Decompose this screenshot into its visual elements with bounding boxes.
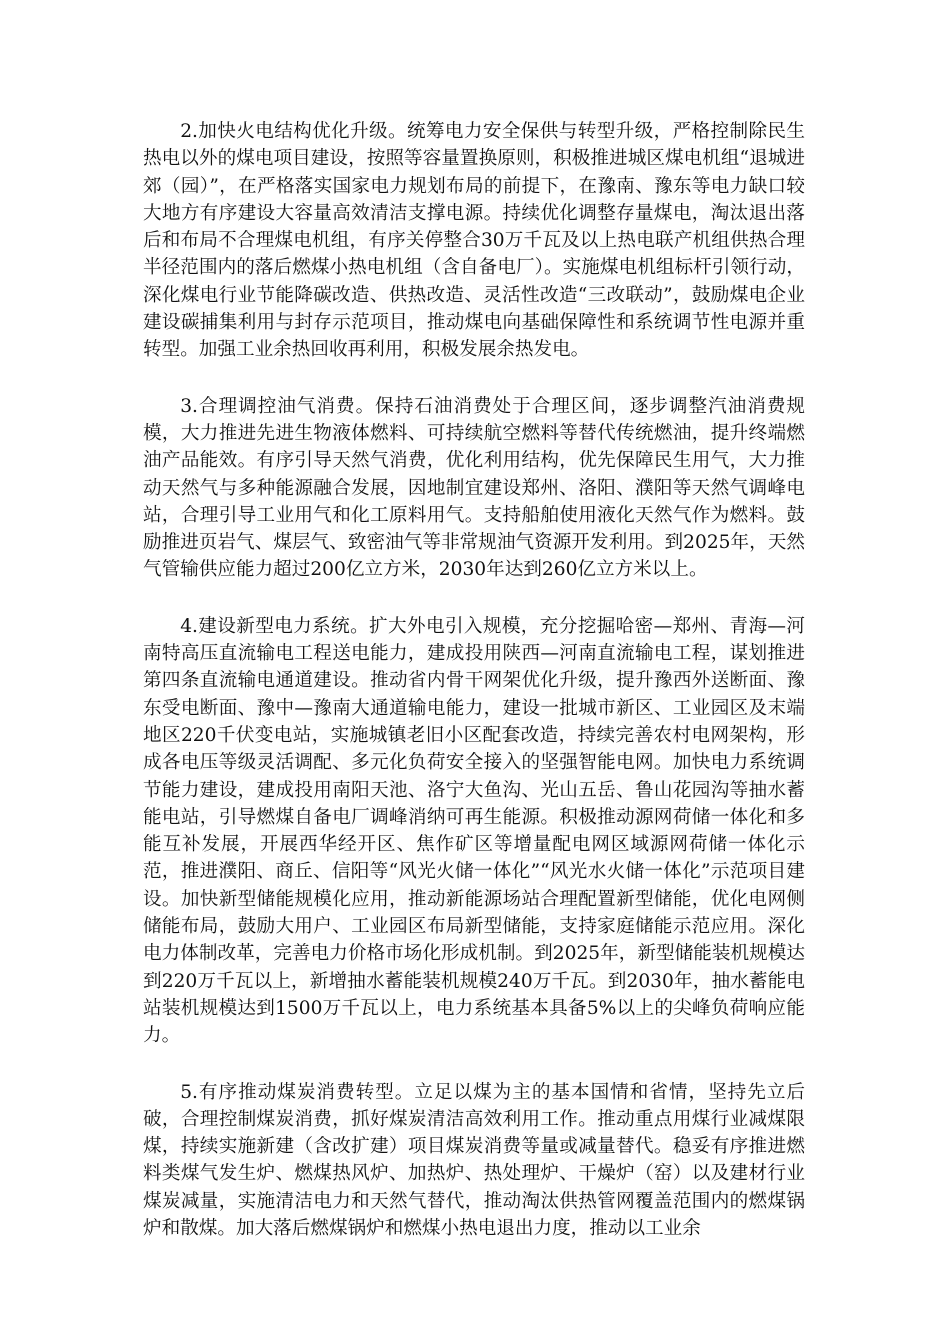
paragraph-coal-consumption-transition: 5.有序推动煤炭消费转型。立足以煤为主的基本国情和省情，坚持先立后破，合理控制煤炭消费，抓好煤炭清洁高效利用工作。推动重点用煤行业减煤限煤，持续实施新建（含改扩建）项目煤炭消费等量或减量替代。稳妥有序推进燃料类煤气发生炉、燃煤热风炉、加热炉、热处理炉、干燥炉（窑）以及建材行业煤炭减量，实施清洁电力和天然气替代，推动淘汰供热管网覆盖范围内的燃煤锅炉和散煤。加大落后燃煤锅炉和燃煤小热电退出力度，推动以工业余 [143,1081,805,1239]
paragraph-oil-gas-consumption: 3.合理调控油气消费。保持石油消费处于合理区间，逐步调整汽油消费规模，大力推进先进生物液体燃料、可持续航空燃料等替代传统燃油，提升终端燃油产品能效。有序引导天然气消费，优化利用结构，优先保障民生用气，大力推动天然气与多种能源融合发展，因地制宜建设郑州、洛阳、濮阳等天然气调峰电站，合理引导工业用气和化工原料用气。支持船舶使用液化天然气作为燃料。鼓励推进页岩气、煤层气、致密油气等非常规油气资源开发利用。到2025年，天然气管输供应能力超过200亿立方米，2030年达到260亿立方米以上。 [143,395,805,581]
paragraph-new-power-system: 4.建设新型电力系统。扩大外电引入规模，充分挖掘哈密—郑州、青海—河南特高压直流输电工程送电能力，建成投用陕西—河南直流输电工程，谋划推进第四条直流输电通道建设。推动省内骨干网架优化升级，提升豫西外送断面、豫东受电断面、豫中—豫南大通道输电能力，建设一批城市新区、工业园区及末端地区220千伏变电站，实施城镇老旧小区配套改造，持续完善农村电网架构，形成各电压等级灵活调配、多元化负荷安全接入的坚强智能电网。加快电力系统调节能力建设，建成投用南阳天池、洛宁大鱼沟、光山五岳、鲁山花园沟等抽水蓄能电站，引导燃煤自备电厂调峰消纳可再生能源。积极推动源网荷储一体化和多能互补发展，开展西华经开区、焦作矿区等增量配电网区域源网荷储一体化示范，推进濮阳、商丘、信阳等“风光火储一体化”“风光水火储一体化”示范项目建设。加快新型储能规模化应用，推动新能源场站合理配置新型储能，优化电网侧储能布局，鼓励大用户、工业园区布局新型储能，支持家庭储能示范应用。深化电力体制改革，完善电力价格市场化形成机制。到2025年，新型储能装机规模达到220万千瓦以上，新增抽水蓄能装机规模240万千瓦。到2030年，抽水蓄能电站装机规模达到1500万千瓦以上，电力系统基本具备5%以上的尖峰负荷响应能力。 [143,615,805,1047]
document-body [143,118,805,1242]
paragraph-thermal-power-upgrade: 2.加快火电结构优化升级。统筹电力安全保供与转型升级，严格控制除民生热电以外的煤电项目建设，按照等容量置换原则，积极推进城区煤电机组“退城进郊（园）”，在严格落实国家电力规划布局的前提下，在豫南、豫东等电力缺口较大地方有序建设大容量高效清洁支撑电源。持续优化调整存量煤电，淘汰退出落后和布局不合理煤电机组，有序关停整合30万千瓦及以上热电联产机组供热合理半径范围内的落后燃煤小热电机组（含自备电厂）。实施煤电机组标杆引领行动，深化煤电行业节能降碳改造、供热改造、灵活性改造“三改联动”，鼓励煤电企业建设碳捕集利用与封存示范项目，推动煤电向基础保障性和系统调节性电源并重转型。加强工业余热回收再利用，积极发展余热发电。 [143,121,805,361]
